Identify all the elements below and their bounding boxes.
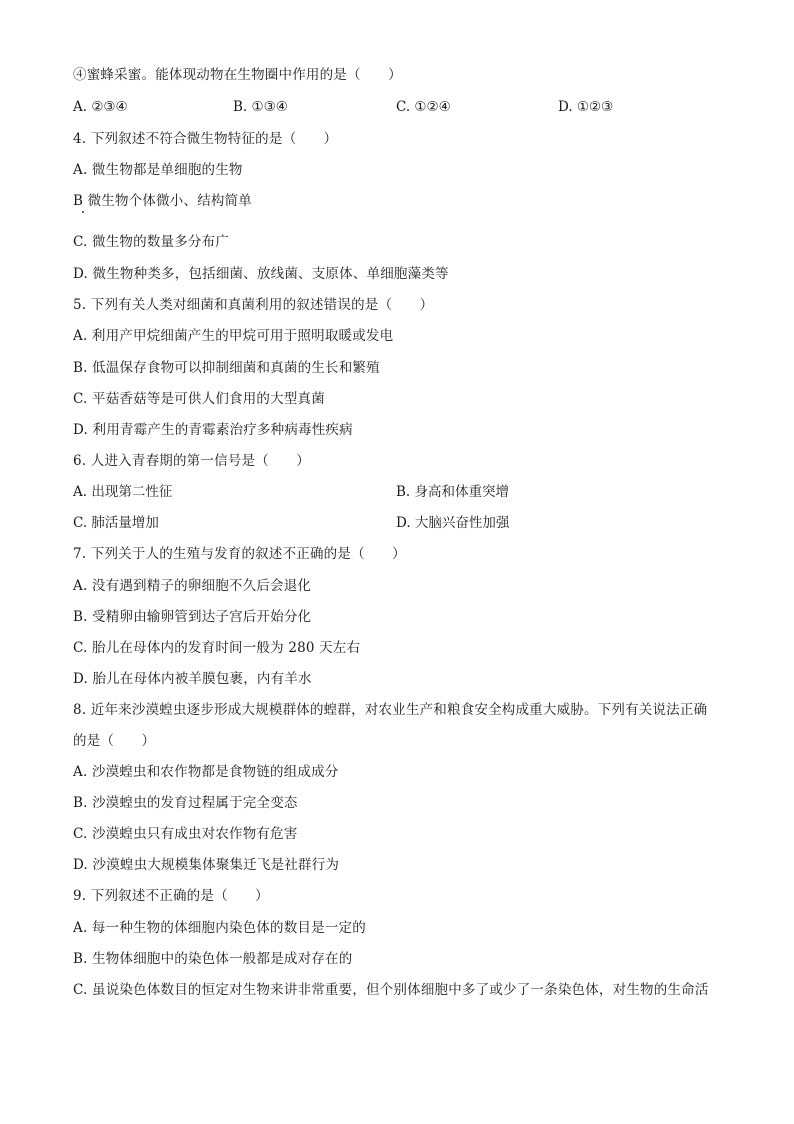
q4-option-c: C. 微生物的数量多分布广 bbox=[73, 234, 230, 250]
q4-option-d: D. 微生物种类多，包括细菌、放线菌、支原体、单细胞藻类等 bbox=[73, 266, 449, 282]
question-8: 8. 近年来沙漠蝗虫逐步形成大规模群体的蝗群，对农业生产和粮食安全构成重大威胁。下列有关说法正确 bbox=[73, 702, 708, 718]
q4-option-b: B 微生物个体微小、结构简单 bbox=[73, 193, 253, 209]
q5-option-c: C. 平菇香菇等是可供人们食用的大型真菌 bbox=[73, 391, 325, 407]
q5-option-b: B. 低温保存食物可以抑制细菌和真菌的生长和繁殖 bbox=[73, 360, 380, 376]
q6-option-a: A. 出现第二性征 bbox=[73, 484, 173, 500]
q6-option-d: D. 大脑兴奋性加强 bbox=[396, 515, 510, 531]
q7-option-d: D. 胎儿在母体内被羊膜包裹，内有羊水 bbox=[73, 671, 312, 687]
q7-option-c: C. 胎儿在母体内的发育时间一般为 280 天左右 bbox=[73, 640, 361, 656]
q9-option-c: C. 虽说染色体数目的恒定对生物来讲非常重要，但个别体细胞中多了或少了一条染色体，对生物的生命活 bbox=[73, 982, 709, 998]
question-7: 7. 下列关于人的生殖与发育的叙述不正确的是（ ） bbox=[73, 546, 406, 562]
stray-dot bbox=[82, 211, 84, 213]
q9-option-a: A. 每一种生物的体细胞内染色体的数目是一定的 bbox=[73, 920, 366, 936]
q8-option-c: C. 沙漠蝗虫只有成虫对农作物有危害 bbox=[73, 826, 298, 842]
q8-option-d: D. 沙漠蝗虫大规模集体聚集迁飞是社群行为 bbox=[73, 857, 340, 873]
q3-option-b: B. ①③④ bbox=[233, 99, 288, 115]
q3-option-c: C. ①②④ bbox=[396, 99, 451, 115]
question-9: 9. 下列叙述不正确的是（ ） bbox=[73, 888, 269, 904]
text-line: ④蜜蜂采蜜。能体现动物在生物圈中作用的是（ ） bbox=[73, 67, 402, 83]
q8-option-b: B. 沙漠蝗虫的发育过程属于完全变态 bbox=[73, 795, 298, 811]
question-4: 4. 下列叙述不符合微生物特征的是（ ） bbox=[73, 131, 338, 147]
q5-option-a: A. 利用产甲烷细菌产生的甲烷可用于照明取暖或发电 bbox=[73, 328, 394, 344]
q7-option-a: A. 没有遇到精子的卵细胞不久后会退化 bbox=[73, 578, 312, 594]
q6-option-c: C. 肺活量增加 bbox=[73, 515, 159, 531]
question-6: 6. 人进入青春期的第一信号是（ ） bbox=[73, 453, 310, 469]
q7-option-b: B. 受精卵由输卵管到达子宫后开始分化 bbox=[73, 609, 312, 625]
q3-option-d: D. ①②③ bbox=[558, 99, 614, 115]
q5-option-d: D. 利用青霉产生的青霉素治疗多种病毒性疾病 bbox=[73, 422, 353, 438]
q9-option-b: B. 生物体细胞中的染色体一般都是成对存在的 bbox=[73, 951, 353, 967]
q6-option-b: B. 身高和体重突增 bbox=[396, 484, 510, 500]
question-5: 5. 下列有关人类对细菌和真菌利用的叙述错误的是（ ） bbox=[73, 297, 434, 313]
question-8-cont: 的是（ ） bbox=[73, 733, 156, 749]
q4-option-a: A. 微生物都是单细胞的生物 bbox=[73, 162, 243, 178]
q3-option-a: A. ②③④ bbox=[73, 99, 128, 115]
q8-option-a: A. 沙漠蝗虫和农作物都是食物链的组成成分 bbox=[73, 764, 339, 780]
